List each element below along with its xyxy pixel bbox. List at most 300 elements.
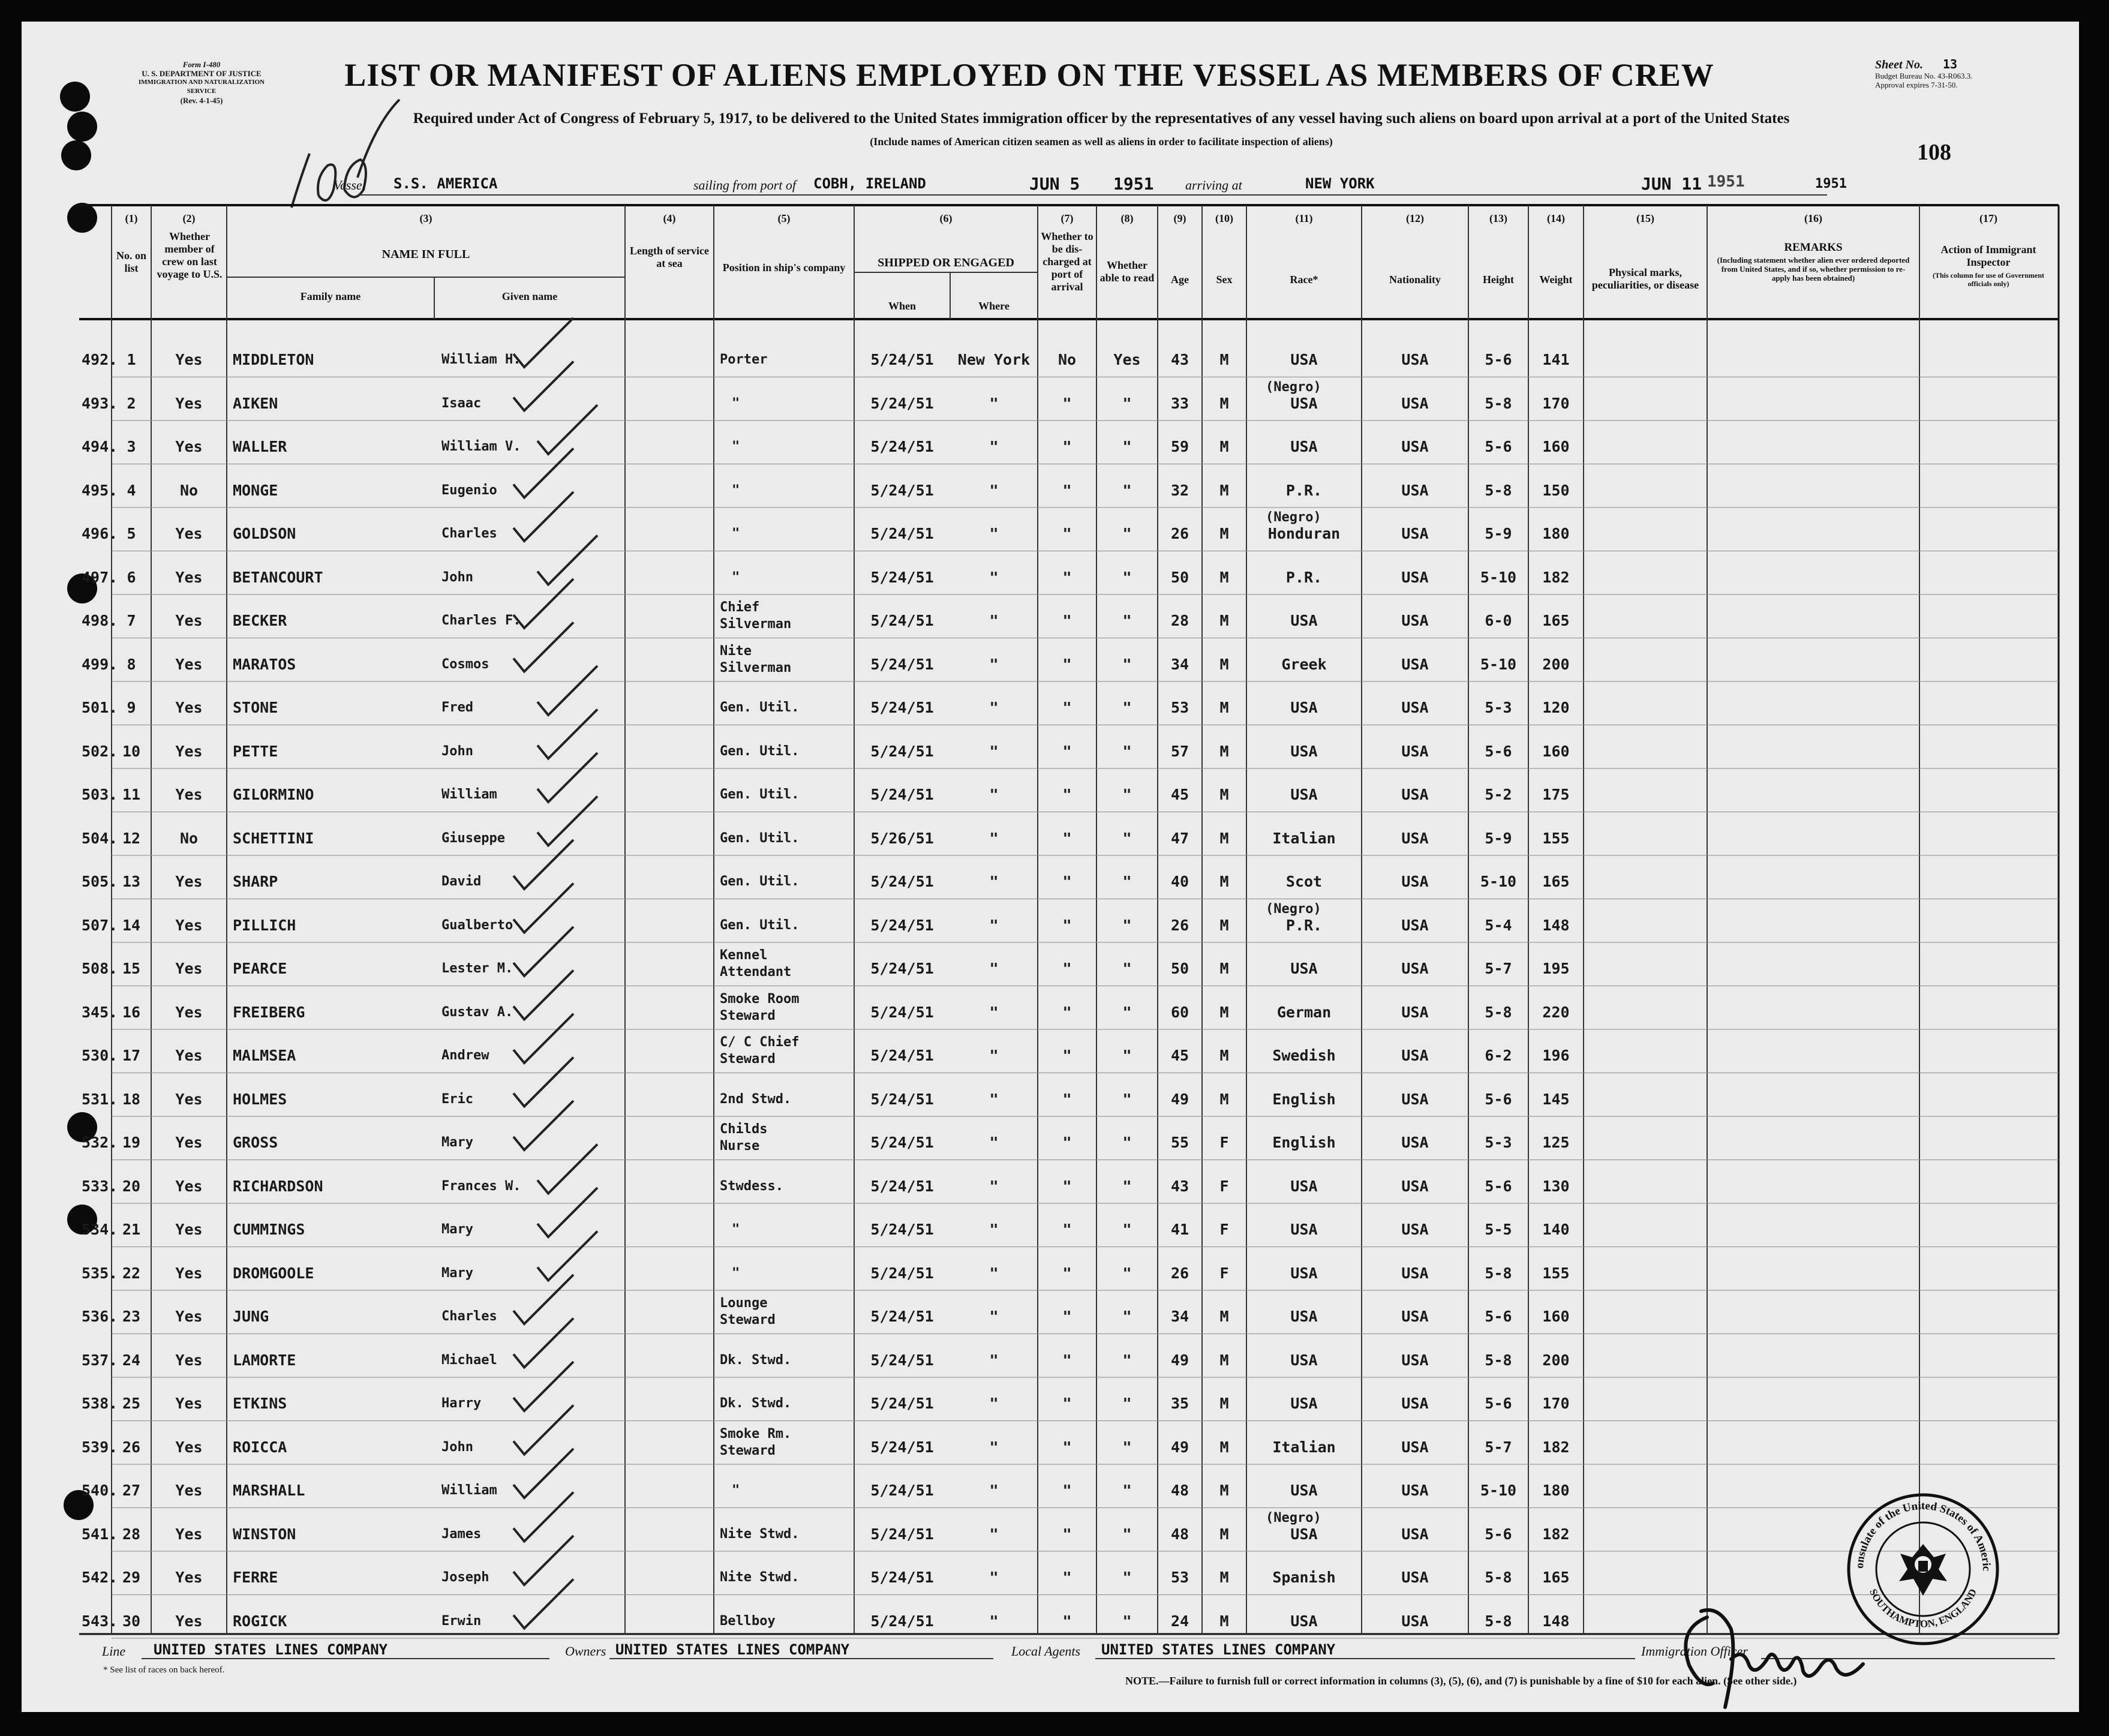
weight: 165 (1542, 873, 1570, 890)
last-voyage: Yes (175, 742, 203, 760)
line-label: Line (102, 1644, 126, 1659)
list-number: 27 (122, 1482, 141, 1499)
shipped-when: 5/24/51 (870, 1395, 934, 1412)
check-mark (513, 1101, 573, 1150)
col-header-given: Given name (501, 290, 558, 302)
last-voyage: Yes (175, 1438, 203, 1456)
list-prefix: 496. (82, 525, 118, 542)
position-line1: " (732, 439, 740, 454)
shipped-when: 5/24/51 (870, 1612, 934, 1630)
sex: M (1219, 1482, 1229, 1499)
shipped-when: 5/24/51 (870, 568, 934, 586)
able-to-read: " (1122, 655, 1132, 673)
age: 47 (1170, 829, 1189, 847)
shipped-where: " (989, 394, 999, 412)
col-header-race: Race* (1290, 274, 1318, 286)
shipped-when: 5/24/51 (870, 394, 934, 412)
sex: M (1219, 1351, 1229, 1369)
weight: 155 (1542, 1264, 1570, 1282)
race: P.R. (1285, 916, 1323, 934)
nationality: USA (1401, 1308, 1429, 1325)
list-number: 3 (127, 438, 136, 455)
sex: M (1219, 1090, 1229, 1108)
given-name: Mary (441, 1222, 473, 1237)
age: 49 (1170, 1438, 1189, 1456)
shipped-when: 5/24/51 (870, 873, 934, 890)
last-voyage: Yes (175, 960, 203, 977)
check-mark (513, 1405, 573, 1455)
height: 5-6 (1485, 1525, 1512, 1543)
last-voyage: Yes (175, 1525, 203, 1543)
shipped-where: " (989, 873, 999, 890)
sex: M (1219, 916, 1229, 934)
shipped-when: 5/24/51 (870, 960, 934, 977)
discharged: " (1062, 1134, 1072, 1151)
col-num: (3) (419, 212, 432, 224)
shipped-where: " (989, 1177, 999, 1195)
weight: 130 (1542, 1177, 1570, 1195)
weight: 148 (1542, 1612, 1570, 1630)
nationality: USA (1401, 873, 1429, 890)
check-mark (513, 971, 573, 1020)
sex: F (1219, 1177, 1229, 1195)
last-voyage: No (179, 829, 199, 847)
sailing-label: sailing from port of (693, 178, 796, 193)
height: 5-6 (1485, 438, 1512, 455)
weight: 170 (1542, 1395, 1570, 1412)
race: Italian (1272, 829, 1336, 847)
last-voyage: Yes (175, 916, 203, 934)
list-prefix: 530. (82, 1047, 118, 1064)
family-name: HOLMES (233, 1090, 287, 1108)
weight: 145 (1542, 1090, 1570, 1108)
family-name: STONE (233, 699, 278, 716)
able-to-read: " (1122, 960, 1132, 977)
age: 41 (1170, 1221, 1189, 1238)
last-voyage: Yes (175, 394, 203, 412)
department: U. S. DEPARTMENT OF JUSTICE (142, 69, 262, 78)
family-name: BETANCOURT (233, 568, 323, 586)
shipped-where: " (989, 1264, 999, 1282)
age: 53 (1170, 1569, 1189, 1586)
weight: 155 (1542, 829, 1570, 847)
col-num: (11) (1295, 212, 1313, 224)
position-line2: Attendant (720, 965, 792, 980)
list-number: 1 (127, 351, 136, 368)
position-line1: Dk. Stwd. (720, 1396, 792, 1411)
check-mark (513, 1058, 573, 1107)
able-to-read: " (1122, 1395, 1132, 1412)
family-name: PETTE (233, 742, 278, 760)
position-line1: Childs (720, 1122, 768, 1137)
age: 24 (1170, 1612, 1189, 1630)
shipped-when: 5/24/51 (870, 1351, 934, 1369)
discharged: No (1057, 351, 1077, 368)
given-name: Andrew (441, 1048, 489, 1063)
family-name: WINSTON (233, 1525, 296, 1543)
check-mark (537, 536, 597, 585)
list-prefix: 507. (82, 916, 118, 934)
discharged: " (1062, 699, 1072, 716)
family-name: MONGE (233, 481, 278, 499)
able-to-read: " (1122, 1134, 1132, 1151)
list-number: 8 (127, 655, 136, 673)
nationality: USA (1401, 1090, 1429, 1108)
position-line1: Gen. Util. (720, 743, 800, 759)
list-number: 24 (122, 1351, 141, 1369)
weight: 140 (1542, 1221, 1570, 1238)
height: 5-6 (1485, 1177, 1512, 1195)
able-to-read: " (1122, 1438, 1132, 1456)
sex: M (1219, 699, 1229, 716)
last-voyage: Yes (175, 525, 203, 542)
agents-label: Local Agents (1011, 1644, 1081, 1659)
given-name: Isaac (441, 395, 482, 411)
col-header-when: When (888, 300, 916, 312)
shipped-where: " (989, 1525, 999, 1543)
shipped-where: " (989, 699, 999, 716)
race: German (1276, 1003, 1332, 1021)
discharged: " (1062, 1264, 1072, 1282)
age: 34 (1170, 1308, 1189, 1325)
last-voyage: No (179, 481, 199, 499)
position-line1: 2nd Stwd. (720, 1091, 792, 1107)
nationality: USA (1401, 916, 1429, 934)
race: USA (1290, 1264, 1318, 1282)
check-mark (513, 492, 573, 541)
discharged: " (1062, 568, 1072, 586)
nationality: USA (1401, 568, 1429, 586)
family-name: FERRE (233, 1569, 278, 1586)
race: English (1272, 1090, 1336, 1108)
manifest-sheet (22, 22, 2079, 1712)
nationality: USA (1401, 1569, 1429, 1586)
last-voyage: Yes (175, 1395, 203, 1412)
last-voyage: Yes (175, 1482, 203, 1499)
nationality: USA (1401, 1264, 1429, 1282)
shipped-when: 5/24/51 (870, 699, 934, 716)
check-mark (513, 1362, 573, 1411)
race: USA (1290, 1221, 1318, 1238)
race: USA (1290, 612, 1318, 629)
sail-date: JUN 5 (1029, 174, 1080, 194)
height: 5-6 (1485, 351, 1512, 368)
position-line2: Steward (720, 1052, 776, 1067)
family-name: JUNG (233, 1308, 269, 1325)
race: Scot (1285, 873, 1323, 890)
position-line1: " (732, 569, 740, 585)
discharged: " (1062, 916, 1072, 934)
check-mark (513, 840, 573, 889)
age: 50 (1170, 568, 1189, 586)
given-name: Eric (441, 1091, 473, 1107)
shipped-where: " (989, 481, 999, 499)
race: USA (1290, 394, 1318, 412)
family-name: AIKEN (233, 394, 278, 412)
shipped-when: 5/24/51 (870, 655, 934, 673)
owners-label: Owners (565, 1644, 606, 1659)
col-num: (4) (663, 212, 676, 224)
position-line1: Kennel (720, 948, 768, 963)
position-line1: Chief (720, 600, 760, 615)
check-mark (513, 1492, 573, 1542)
list-number: 20 (122, 1177, 141, 1195)
page-number: 108 (1917, 140, 1951, 165)
height: 5-9 (1485, 829, 1512, 847)
position-line1: Stwdess. (720, 1178, 783, 1194)
sex: M (1219, 1569, 1229, 1586)
nationality: USA (1401, 1177, 1429, 1195)
vessel-name: S.S. AMERICA (393, 175, 498, 192)
last-voyage: Yes (175, 1569, 203, 1586)
race: USA (1290, 1395, 1318, 1412)
given-name: Giuseppe (441, 830, 505, 846)
shipped-where: " (989, 612, 999, 629)
shipped-where: " (989, 438, 999, 455)
able-to-read: " (1122, 1569, 1132, 1586)
race-note: (Negro) (1266, 901, 1321, 917)
shipped-when: 5/24/51 (870, 1438, 934, 1456)
discharged: " (1062, 1482, 1072, 1499)
list-number: 10 (122, 742, 141, 760)
given-name: William (441, 787, 497, 802)
list-number: 13 (122, 873, 141, 890)
family-name: GILORMINO (233, 786, 314, 803)
discharged: " (1062, 1569, 1072, 1586)
race: USA (1290, 351, 1318, 368)
list-prefix: 495. (82, 481, 118, 499)
officer-signature (1665, 1593, 1869, 1713)
last-voyage: Yes (175, 873, 203, 890)
weight: 180 (1542, 1482, 1570, 1499)
list-prefix: 499. (82, 655, 118, 673)
position-line2: Nurse (720, 1139, 760, 1154)
sex: M (1219, 1612, 1229, 1630)
arriving-label: arriving at (1185, 178, 1242, 193)
height: 5-10 (1480, 873, 1517, 890)
shipped-when: 5/24/51 (870, 1003, 934, 1021)
weight: 196 (1542, 1047, 1570, 1064)
shipped-where: " (989, 916, 999, 934)
col-num: (14) (1547, 212, 1565, 224)
agents-value: UNITED STATES LINES COMPANY (1101, 1641, 1336, 1658)
given-name: John (441, 1439, 473, 1455)
nationality: USA (1401, 351, 1429, 368)
family-name: MARSHALL (233, 1482, 305, 1499)
col-header-inspector: Action of Immigrant Inspector (1940, 244, 2036, 268)
list-number: 30 (122, 1612, 141, 1630)
shipped-where: " (989, 1047, 999, 1064)
able-to-read: " (1122, 742, 1132, 760)
list-number: 18 (122, 1090, 141, 1108)
col-header-sex: Sex (1216, 274, 1233, 286)
race: USA (1290, 1351, 1318, 1369)
discharged: " (1062, 525, 1072, 542)
family-name: PEARCE (233, 960, 287, 977)
last-voyage: Yes (175, 1221, 203, 1238)
weight: 180 (1542, 525, 1570, 542)
shipped-when: 5/24/51 (870, 1569, 934, 1586)
col-header-shipped: SHIPPED OR ENGAGED (878, 256, 1014, 269)
shipped-when: 5/24/51 (870, 1264, 934, 1282)
shipped-where: " (989, 1134, 999, 1151)
check-mark (513, 1449, 573, 1498)
height: 5-8 (1485, 1612, 1512, 1630)
sex: M (1219, 1438, 1229, 1456)
sex: M (1219, 394, 1229, 412)
col-num: (10) (1215, 212, 1233, 224)
list-prefix: 498. (82, 612, 118, 629)
position-line1: Lounge (720, 1296, 768, 1311)
check-mark (537, 1188, 597, 1237)
height: 5-8 (1485, 1351, 1512, 1369)
last-voyage: Yes (175, 786, 203, 803)
discharged: " (1062, 1047, 1072, 1064)
position-line2: Silverman (720, 617, 792, 632)
age: 53 (1170, 699, 1189, 716)
weight: 148 (1542, 916, 1570, 934)
check-mark (537, 797, 597, 846)
race: USA (1290, 960, 1318, 977)
races-note: * See list of races on back hereof. (103, 1665, 225, 1675)
shipped-where: " (989, 1308, 999, 1325)
age: 28 (1170, 612, 1189, 629)
shipped-when: 5/24/51 (870, 786, 934, 803)
list-prefix: 534. (82, 1221, 118, 1238)
revision: (Rev. 4-1-45) (180, 96, 223, 105)
nationality: USA (1401, 1438, 1429, 1456)
weight: 165 (1542, 612, 1570, 629)
height: 5-3 (1485, 699, 1512, 716)
weight: 125 (1542, 1134, 1570, 1151)
weight: 170 (1542, 394, 1570, 412)
shipped-where: " (989, 1221, 999, 1238)
vessel-label: Vessel (334, 178, 366, 193)
given-name: David (441, 874, 482, 889)
list-prefix: 531. (82, 1090, 118, 1108)
owners-value: UNITED STATES LINES COMPANY (615, 1641, 850, 1658)
list-number: 23 (122, 1308, 141, 1325)
weight: 175 (1542, 786, 1570, 803)
service: IMMIGRATION AND NATURALIZATION SERVICE (138, 79, 265, 95)
position-line2: Steward (720, 1008, 776, 1023)
position-line1: Gen. Util. (720, 874, 800, 889)
list-number: 25 (122, 1395, 141, 1412)
sex: F (1219, 1221, 1229, 1238)
shipped-where: " (989, 786, 999, 803)
list-prefix: 539. (82, 1438, 118, 1456)
list-number: 15 (122, 960, 141, 977)
able-to-read: " (1122, 1090, 1132, 1108)
discharged: " (1062, 873, 1072, 890)
position-line1: " (732, 1222, 740, 1237)
race: USA (1290, 1482, 1318, 1499)
nationality: USA (1401, 1134, 1429, 1151)
shipped-when: 5/24/51 (870, 742, 934, 760)
position-line1: " (732, 482, 740, 498)
position-line1: Smoke Rm. (720, 1426, 792, 1441)
col-num: (6) (939, 212, 953, 224)
list-prefix: 497. (82, 568, 118, 586)
discharged: " (1062, 829, 1072, 847)
col-num: (1) (125, 212, 138, 224)
list-number: 5 (127, 525, 136, 542)
age: 32 (1170, 481, 1189, 499)
list-prefix: 541. (82, 1525, 118, 1543)
weight: 160 (1542, 742, 1570, 760)
col-header-age: Age (1171, 274, 1189, 286)
sex: M (1219, 786, 1229, 803)
shipped-where: " (989, 1395, 999, 1412)
sex: M (1219, 1047, 1229, 1064)
nationality: USA (1401, 960, 1429, 977)
col-num: (13) (1489, 212, 1507, 224)
position-line1: " (732, 1265, 740, 1281)
check-mark (513, 362, 573, 411)
col-num: (15) (1636, 212, 1654, 224)
able-to-read: " (1122, 568, 1132, 586)
check-mark (537, 666, 597, 715)
given-name: Erwin (441, 1613, 482, 1629)
weight: 220 (1542, 1003, 1570, 1021)
able-to-read: " (1122, 1221, 1132, 1238)
given-name: Michael (441, 1352, 497, 1368)
family-name: SCHETTINI (233, 829, 314, 847)
sex: M (1219, 1003, 1229, 1021)
list-prefix: 538. (82, 1395, 118, 1412)
last-voyage: Yes (175, 1003, 203, 1021)
given-name: Charles F. (441, 613, 521, 628)
page-title: LIST OR MANIFEST OF ALIENS EMPLOYED ON THE VESSEL AS MEMBERS OF CREW (344, 57, 1714, 93)
list-prefix: 533. (82, 1177, 118, 1195)
sex: M (1219, 873, 1229, 890)
age: 34 (1170, 655, 1189, 673)
weight: 165 (1542, 1569, 1570, 1586)
col-header-discharged: Whether to be dis-charged at port of arrival (1041, 230, 1093, 293)
able-to-read: " (1122, 612, 1132, 629)
able-to-read: " (1122, 1177, 1132, 1195)
family-name: GOLDSON (233, 525, 296, 542)
sex: F (1219, 1134, 1229, 1151)
able-to-read: " (1122, 525, 1132, 542)
last-voyage: Yes (175, 1351, 203, 1369)
last-voyage: Yes (175, 699, 203, 716)
nationality: USA (1401, 829, 1429, 847)
height: 5-8 (1485, 1264, 1512, 1282)
given-name: Charles (441, 526, 497, 541)
col-num: (2) (182, 212, 196, 224)
col-header-nationality: Nationality (1389, 274, 1441, 286)
col-header-no: No. on list (116, 250, 146, 274)
given-name: William H. (441, 352, 521, 367)
able-to-read: Yes (1113, 351, 1141, 368)
nationality: USA (1401, 481, 1429, 499)
shipped-where: " (989, 1482, 999, 1499)
check-mark (513, 449, 573, 498)
height: 5-6 (1485, 1090, 1512, 1108)
nationality: USA (1401, 525, 1429, 542)
race-note: (Negro) (1266, 1510, 1321, 1525)
list-prefix: 492. (82, 351, 118, 368)
budget-bureau: Budget Bureau No. 43-R063.3. (1875, 71, 1973, 80)
svg-text:SOUTHAMPTON, ENGLAND: SOUTHAMPTON, ENGLAND (1867, 1587, 1979, 1630)
list-number: 28 (122, 1525, 141, 1543)
position-line1: Gen. Util. (720, 700, 800, 715)
given-name: John (441, 743, 473, 759)
family-name: BECKER (233, 612, 287, 629)
list-prefix: 508. (82, 960, 118, 977)
position-line2: Steward (720, 1443, 776, 1458)
